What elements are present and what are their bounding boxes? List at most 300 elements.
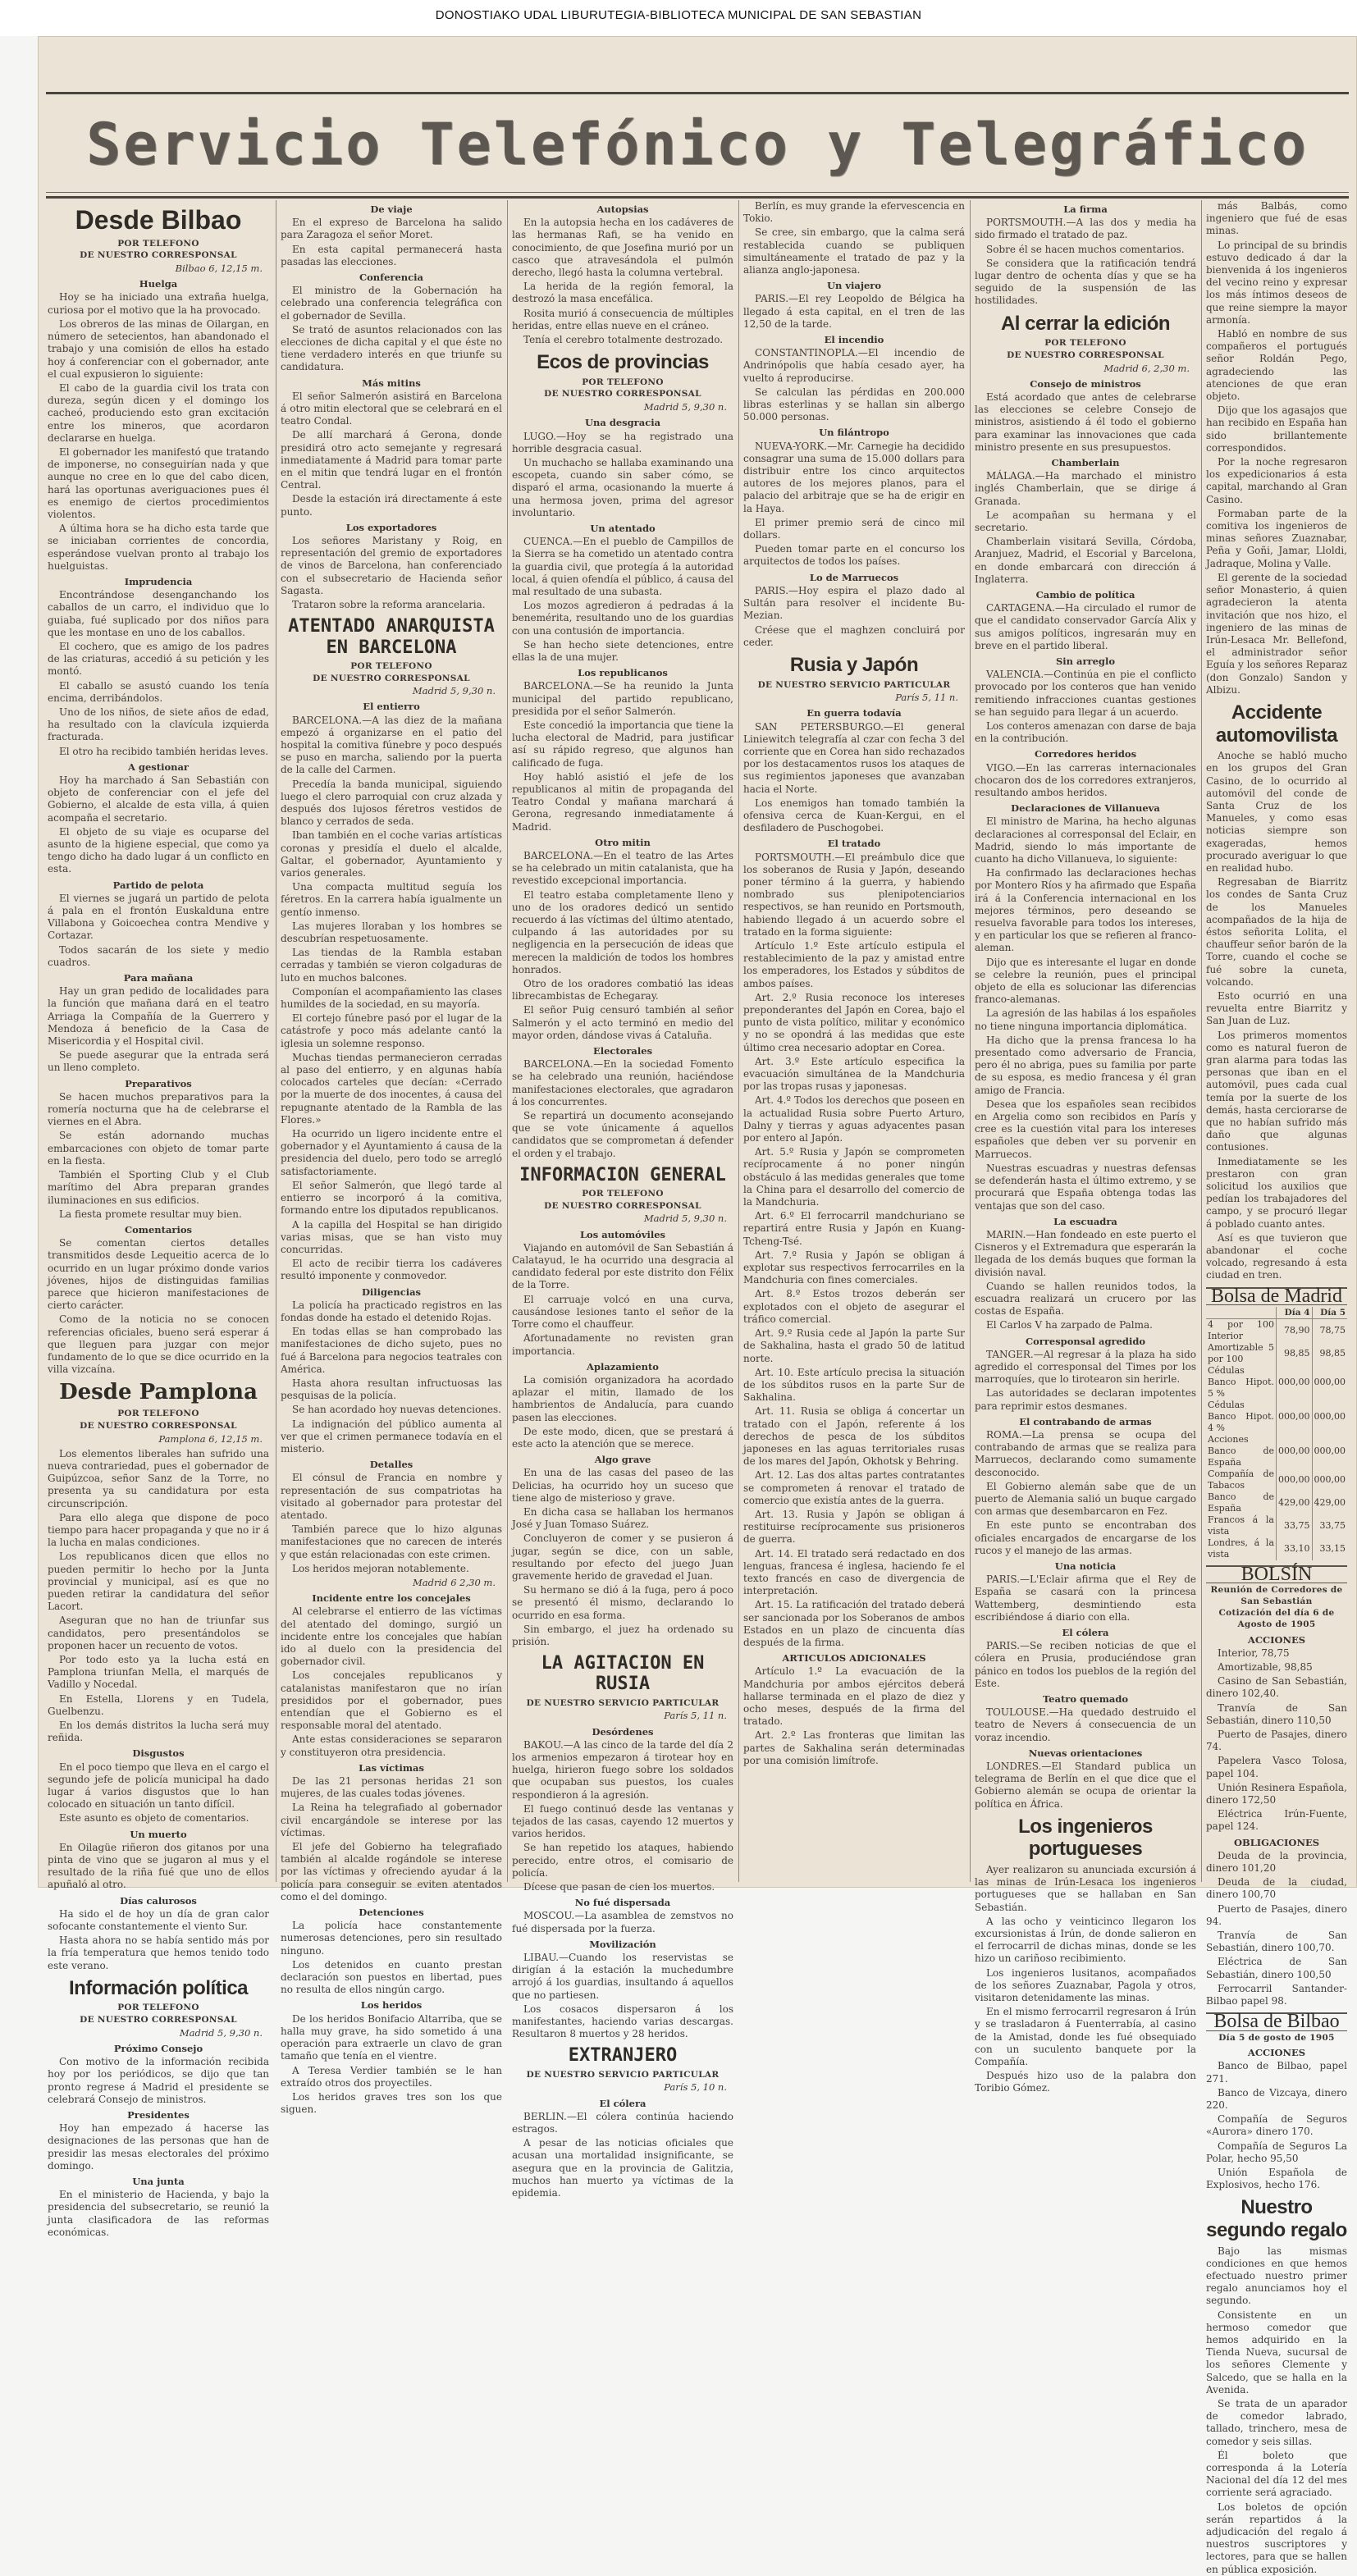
dateline: Madrid 5, 9,30 n.	[412, 685, 496, 697]
paragraph: Art. 12. Las dos altas partes contratantes se comprometen á renovar el tratado de comercio que existía antes de la guerra.	[743, 1469, 965, 1506]
paragraph: BERLIN.—El cólera continúa haciendo estragos.	[512, 2110, 733, 2135]
table-row	[1206, 1537, 1347, 1560]
paragraph: Los mozos agredieron á pedradas á la benemérita, resultando uno de los guardias con una contusión de importancia.	[512, 600, 733, 637]
paragraph: Ferrocarril Santander-Bilbao papel 98.	[1206, 1982, 1347, 2007]
subheading: Conferencia	[359, 272, 423, 284]
paragraph: Hoy han empezado á hacerse las designaciones de las personas que han de presidir las mesas electorales del próximo domingo.	[48, 2122, 269, 2172]
newspaper-page	[38, 36, 1357, 2575]
paragraph: Todos sacarán de los siete y medio cuadros.	[48, 943, 269, 968]
paragraph: LIBAU.—Cuando los reservistas se dirigían á la estación la muchedumbre arrojó á los guardias, insultando á aquellos que no partiesen.	[512, 1952, 733, 2001]
byline: POR TELEFONO	[350, 660, 432, 671]
table-cell: Francos á la vista	[1206, 1514, 1277, 1537]
subheading: Consejo de ministros	[1030, 377, 1141, 390]
paragraph: Los elementos liberales han sufrido una nueva contrariedad, pues el gobernador de Guipúzcoa, señor Sanz de la Torre, no presenta ya su candidatura por esta circunscripción.	[48, 1447, 269, 1510]
byline: DE NUESTRO CORRESPONSAL	[313, 673, 470, 683]
paragraph: TANGER.—Al regresar á la plaza ha sido agredido el corresponsal del Times por los marroquíes, que lo tirotearon sin herirle.	[975, 1348, 1196, 1386]
paragraph: Ante estas consideraciones se separaron y constituyeron otra presidencia.	[281, 1733, 502, 1758]
paragraph: Después hizo uso de la palabra don Toribio Gómez.	[975, 2070, 1196, 2094]
paragraph: Hasta ahora no se había sentido más por la fría temperatura que hemos tenido todo este verano.	[48, 1934, 269, 1971]
paragraph: Eléctrica de San Sebastián, dinero 100,50	[1206, 1956, 1347, 1980]
paragraph: En los demás distritos la lucha será muy reñida.	[48, 1719, 269, 1744]
paragraph: Le acompañan su hermana y el secretario.	[975, 509, 1196, 533]
table-cell: Cédulas Banco Hipot. 4 %	[1206, 1400, 1277, 1434]
subheading: Presidentes	[127, 2108, 190, 2121]
paragraph: Pueden tomar parte en el concurso los arquitectos de todos los países.	[743, 543, 965, 568]
section-headline: Rusia y Japón	[789, 653, 919, 676]
subheading: El entierro	[363, 701, 420, 713]
subheading: Desórdenes	[592, 1725, 654, 1738]
paragraph: En Estella, Llorens y en Tudela, Guelbenzu.	[48, 1692, 269, 1717]
subheading: Los automóviles	[579, 1228, 666, 1240]
paragraph: Se hacen muchos preparativos para la romería nocturna que ha de celebrarse el viernes en el Abra.	[48, 1090, 269, 1128]
paragraph: Papelera Vasco Tolosa, papel 104.	[1206, 1755, 1347, 1779]
paragraph: Los obreros de las minas de Oilargan, en número de setecientos, han abandonado el trabajo y una comisión de ellos ha estado hoy á conferenciar con el gobernador, ante el cual expusieron lo siguiente:	[48, 317, 269, 380]
table-cell: Cédulas Banco Hipot. 5 %	[1206, 1365, 1277, 1400]
paragraph: Los ingenieros lusitanos, acompañados de los señores Zuaznabar, Pagola y otros, visitaron detenidamente las minas.	[975, 1966, 1196, 2004]
paragraph: En el mismo ferrocarril regresaron á Irún y se trasladaron á Fuenterrabía, al casino de la Amistad, donde les fué obsequiado con un suculento banquete por la Compañía.	[975, 2006, 1196, 2068]
subheading: En guerra todavía	[806, 707, 902, 719]
subheading: Un atentado	[590, 522, 656, 534]
paragraph: Deuda de la ciudad, dinero 100,70	[1206, 1876, 1347, 1901]
paragraph: Se han repetido los ataques, habiendo perecido, entre otros, el comisario de policía.	[512, 1842, 733, 1879]
paragraph: Se repartirá un documento aconsejando que se vote únicamente á aquellos candidatos que se comprometan á defender el orden y el trabajo.	[512, 1110, 733, 1159]
byline: Día 5 de gosto de 1905	[1218, 2032, 1335, 2043]
paragraph: El señor Salmerón, que llegó tarde al entierro se incorporó á la comitiva, formando entre los diputados republicanos.	[281, 1179, 502, 1217]
subheading: Algo grave	[594, 1454, 651, 1466]
paragraph: El jefe del Gobierno ha telegrafiado también al alcalde rogándole se interese por las víctimas y ofreciendo ayudar á la policía para conseguir se eviten atentados como el del domingo.	[281, 1841, 502, 1902]
paragraph: Al celebrarse el entierro de las víctimas del atentado del domingo, surgió un incidente entre los concejales que habían ido al duelo con la presidencia del gobernador civil.	[281, 1605, 502, 1668]
paragraph: CONSTANTINOPLA.—El incendio de Andrinópolis que había cesado ayer, ha vuelto á reproducirse.	[743, 347, 965, 384]
column-3	[512, 200, 733, 2199]
dateline: Madrid 5, 9,30 n.	[643, 401, 727, 413]
paragraph: En una de las casas del paseo de las Delicias, ha ocurrido hoy un suceso que tiene algo de misterioso y grave.	[512, 1467, 733, 1504]
paragraph: Una compacta multitud seguía los féretros. En la carrera había igualmente un gentío inmenso.	[281, 881, 502, 918]
paragraph: Créese que el maghzen concluirá por ceder.	[743, 623, 965, 648]
paragraph: Precedía la banda municipal, siguiendo luego el clero parroquial con cruz alzada y después dos lujosos féretros vestidos de blanco y cerrados de seda.	[281, 778, 502, 828]
subheading: El cólera	[1062, 1627, 1109, 1638]
subheading: Chamberlain	[1051, 456, 1120, 468]
table-cell: 000,00	[1277, 1434, 1313, 1468]
paragraph: Puerto de Pasajes, dinero 94.	[1206, 1902, 1347, 1927]
paragraph: Art. 9.º Rusia cede al Japón la parte Sur de Sakhalina, hasta el grado 50 de latitud norte.	[743, 1327, 965, 1364]
subheading: Un viajero	[826, 280, 882, 292]
paragraph: Los enemigos han tomado también la ofensiva cerca de Kuan-Kergui, en el desfiladero de Puschogobei.	[743, 797, 965, 834]
paragraph: CUENCA.—En el pueblo de Campillos de la Sierra se ha cometido un atentado contra la guardia civil, que protegía á la autoridad local, á quien ofendía el público, á causa del mal resultado de una subasta.	[512, 536, 733, 597]
subheading: Sin arreglo	[1055, 655, 1115, 667]
paragraph: Tenía el cerebro totalmente destrozado.	[523, 334, 724, 346]
subheading: Las víctimas	[359, 1761, 424, 1774]
subheading: Más mitins	[362, 377, 421, 389]
dateline: Madrid 6 2,30 m.	[413, 1576, 496, 1588]
paragraph: Un muchacho se hallaba examinando una escopeta, cuando sin saber cómo, se disparó el arma, ocasionando la muerte á una hermosa joven, prima del agresor involuntario.	[512, 456, 733, 518]
paragraph: Las mujeres lloraban y los hombres se descubrían respetuosamente.	[281, 920, 502, 945]
subheading: Los republicanos	[578, 667, 668, 679]
column-divider	[1201, 200, 1202, 1882]
column-2	[281, 200, 502, 2116]
paragraph: Art. 2.º Las fronteras que limitan las partes de Sakhalina serán determinadas por una comisión limítrofe.	[743, 1729, 965, 1766]
byline: DE NUESTRO CORRESPONSAL	[1007, 349, 1164, 360]
paragraph: PARIS.—Se reciben noticias de que el cólera en Prusia, produciéndose gran pánico en todos los pueblos de la región del Este.	[975, 1640, 1196, 1689]
paragraph: BARCELONA.—A las diez de la mañana empezó á organizarse en el patio del hospital la comitiva fúnebre y poco después se puso en marcha, saliendo por la puerta de la calle del Carmen.	[281, 714, 502, 776]
paragraph: El Gobierno alemán sabe que de un puerto de Alemania salió un buque cargado con armas que desembarcaron en Fez.	[975, 1480, 1196, 1518]
paragraph: Los concejales republicanos y catalanistas manifestaron que no irían presididos por el gobernador, pues entendían que el Gobierno es el responsable moral del atentado.	[281, 1669, 502, 1732]
byline: POR TELEFONO	[582, 1189, 664, 1199]
paragraph: Puerto de Pasajes, dinero 74.	[1206, 1729, 1347, 1753]
paragraph: Art. 2.º Rusia reconoce los intereses preponderantes del Japón en Corea, bajo el punto de vista político, militar y económico y no se opondrá á las medidas que este último crea necesario adoptar en Corea.	[743, 991, 965, 1053]
column-5	[975, 200, 1196, 2094]
paragraph: A las ocho y veinticinco llegaron los excursionistas á Irún, de donde salieron en el ferrocarril de dichas minas, donde se les hizo un cariñoso recibimiento.	[975, 1915, 1196, 1965]
table-cell: 000,00	[1277, 1468, 1313, 1491]
paragraph: Sobre él se hacen muchos comentarios.	[986, 243, 1185, 255]
paragraph: El ministro de la Gobernación ha celebrado una conferencia telegráfica con el gobernador de Sevilla.	[281, 285, 502, 322]
paragraph: Cuando se hallen reunidos todos, la escuadra realizará un crucero por las costas de España.	[975, 1280, 1196, 1318]
table-cell: 98,85	[1319, 1347, 1346, 1359]
paragraph: PARIS.—L'Eclair afirma que el Rey de España se casará con la princesa Wattemberg, desmintiendo esta escribiéndose á diario con ella.	[975, 1573, 1196, 1623]
section-headline: Los ingenieros portugueses	[1018, 1815, 1153, 1861]
section-headline: EXTRANJERO	[568, 2045, 678, 2067]
paragraph: En este punto se encontraban dos oficiales encargados de encargarse de los rucos y el manejo de las armas.	[975, 1519, 1196, 1556]
paragraph: Se considera que la ratificación tendrá lugar dentro de ochenta días y que se ha seguido de la suspensión de las hostilidades.	[975, 257, 1196, 307]
paragraph: El gobernador les manifestó que tratando de imponerse, no conseguirían nada y que aunque no cree en lo que del cabo dicen, hará las oportunas averiguaciones pues él es enemigo de ciertos procedimientos violentos.	[48, 445, 269, 520]
paragraph: Muchas tiendas permanecieron cerradas al paso del entierro, y en algunas había colocados carteles que decían: «Cerrado por la muerte de dos inocentes, á causa del repugnante atentado de la Rambla de las Flores.»	[281, 1051, 502, 1126]
paragraph: Se cree, sin embargo, que la calma será restablecida cuando se publiquen simultáneamente el tratado de paz y la alianza anglo-japonesa.	[743, 226, 965, 276]
paragraph: Ha confirmado las declaraciones hechas por Montero Ríos y ha afirmado que España irá á la Conferencia internacional en los mejores términos, pero deseando se resuelva favorable para todos los intereses, y en particular los que se refieren al franco-aleman.	[975, 867, 1196, 954]
byline: DE NUESTRO CORRESPONSAL	[80, 250, 237, 261]
paragraph: La Reina ha telegrafiado al gobernador civil encargándole se interese por las víctimas.	[281, 1802, 502, 1838]
table-cell: 429,00	[1314, 1496, 1346, 1508]
dateline: Madrid 6, 2,30 m.	[1103, 362, 1190, 374]
paragraph: Unión Resinera Española, dinero 172,50	[1206, 1781, 1347, 1806]
subheading: Preparativos	[125, 1077, 192, 1089]
paragraph: Este concedió la importancia que tiene la lucha electoral de Madrid, para justificar así su rápido regreso, que algunos han calificado de fuga.	[512, 719, 733, 769]
paragraph: Rosita murió á consecuencia de múltiples heridas, entre ellas nueve en el cráneo.	[512, 307, 733, 331]
paragraph: El cabo de la guardia civil los trata con dureza, según dicen y el domingo los cacheó, produciendo esto gran excitación entre los mineros, que acordaron declararse en huelga.	[48, 381, 269, 444]
bolsa-madrid-table	[1206, 1307, 1347, 1560]
subheading: ARTICULOS ADICIONALES	[782, 1652, 926, 1665]
subheading: Declaraciones de Villanueva	[1011, 802, 1160, 815]
subheading: De viaje	[370, 203, 413, 215]
paragraph: De los heridos Bonifacio Altarriba, que se halla muy grave, ha sido sometido á una operación para extraerle un clavo de gran tamaño que tenía en el vientre.	[281, 2012, 502, 2062]
subheading: Un filántropo	[819, 427, 889, 439]
paragraph: Deuda de la provincia, dinero 101,20	[1206, 1849, 1347, 1875]
paragraph: SAN PETERSBURGO.—El general Liniewitch telegrafía al czar con fecha 3 del corriente que en Corea han sido rechazados por los destacamentos rusos los ataques de sus regimientos japoneses que avanzaban hacia el Norte.	[743, 720, 965, 795]
paragraph: El carruaje volcó en una curva, causándose lesiones tanto el señor de la Torre como el chauffeur.	[512, 1293, 733, 1331]
paragraph: A última hora se ha dicho esta tarde que se iniciaban corrientes de concordia, esperándose vuelvan pronto al trabajo los huelguistas.	[48, 523, 269, 572]
paragraph: En la autopsia hecha en los cadáveres de las hermanas Rafi, se ha venido en conocimiento, de que Josefina murió por un casco que atravesándola el pulmón derecho, llegó hasta la columna vertebral.	[512, 217, 733, 279]
paragraph: Bajo las mismas condiciones en que hemos efectuado nuestro primer regalo anunciamos hoy el segundo.	[1206, 2245, 1347, 2307]
market-headline: BOLSÍN	[1206, 1565, 1347, 1583]
paragraph: Art. 6.º El ferrocarril mandchuriano se repartirá entre Rusia y Japón en Kuang-Tcheng-Tsé.	[743, 1210, 965, 1247]
paragraph: Los señores Maristany y Roig, en representación del gremio de exportadores de vinos de Barcelona, han conferenciado con el subsecretario de Hacienda señor Sagasta.	[281, 535, 502, 596]
paragraph: BARCELONA.—En el teatro de las Artes se ha celebrado un mitin catalanista, que ha revestido excepcional importancia.	[512, 850, 733, 887]
market-headline: Bolsa de Bilbao	[1206, 2012, 1347, 2030]
paragraph: Está acordado que antes de celebrarse las elecciones se celebre Consejo de ministros, asistiendo á él todo el gobierno para examinar las innovaciones que cada ministro presente en sus presupuestos.	[975, 391, 1196, 453]
subheading: Incidente entre los concejales	[312, 1592, 471, 1605]
byline: DE NUESTRO CORRESPONSAL	[544, 1200, 701, 1211]
paragraph: La herida de la región femoral, la destrozó la masa encefálica.	[512, 281, 733, 305]
paragraph: Como de la noticia no se conocen referencias oficiales, bueno será esperar á que lleguen para juzgar con mejor fundamento de lo que se dice ocurrido en la villa vizcaína.	[48, 1313, 269, 1376]
paragraph: Ha dicho que la prensa francesa lo ha presentado como adversario de Francia, pero él no abriga, pues su familia por parte de su esposa, es medio francesa y él gran amigo de Francia.	[975, 1034, 1196, 1096]
subheading: Días calurosos	[120, 1894, 197, 1907]
paragraph: Artículo 1.º La evacuación de la Mandchuria por ambos ejércitos deberá hallarse terminada en el plazo de diez y ocho meses, después de la firma del tratado.	[743, 1665, 965, 1728]
paragraph: Así es que tuvieron que abandonar el coche volcado, regresando á esta ciudad en tren.	[1206, 1231, 1347, 1281]
byline: POR TELEFONO	[117, 1409, 199, 1419]
paragraph: La comisión organizadora ha acordado aplazar el mitin, llamado de los hambrientos de Andalucía, para cuando pasen las elecciones.	[512, 1373, 733, 1423]
table-cell: Amortizable 5 por 100	[1206, 1342, 1277, 1365]
subheading: A gestionar	[128, 760, 189, 773]
subheading: Corredores heridos	[1034, 748, 1137, 760]
paragraph: En dicha casa se hallaban los hermanos José y Juan Tomaso Suárez.	[512, 1505, 733, 1531]
paragraph: Casino de San Sebastián, dinero 102,40.	[1206, 1675, 1347, 1700]
table-cell: 000,00	[1277, 1365, 1313, 1400]
paragraph: En esta capital permanecerá hasta pasadas las elecciones.	[281, 243, 502, 267]
subheading: Huelga	[139, 278, 178, 290]
section-headline: Desde Pamplona	[59, 1380, 258, 1405]
paragraph: Ha sido el de hoy un día de gran calor sofocante constantemente el viento Sur.	[48, 1907, 269, 1933]
paragraph: El cochero, que es amigo de los padres de las criaturas, accedió á su petición y les montó.	[48, 640, 269, 678]
table-header: Día 5	[1312, 1307, 1347, 1319]
paragraph: TOULOUSE.—Ha quedado destruido el teatro de Nevers á consecuencia de un voraz incendio.	[975, 1706, 1196, 1743]
paragraph: Las autoridades se declaran impotentes para reprimir estos desmanes.	[975, 1387, 1196, 1412]
column-divider	[507, 200, 508, 1882]
table-cell: 000,00	[1314, 1445, 1346, 1456]
subheading: Cambio de política	[1035, 588, 1135, 601]
subheading: Autopsias	[596, 203, 649, 215]
byline: DE NUESTRO SERVICIO PARTICULAR	[526, 1697, 720, 1708]
paragraph: Los primeros momentos como es natural fueron de gran alarma para todas las personas que iban en el automóvil, pues cada cual temía por la suerte de los demás, hasta cerciorarse de que no habían sufrido más daño que algunas contusiones.	[1206, 1029, 1347, 1153]
paragraph: La fiesta promete resultar muy bien.	[59, 1208, 242, 1220]
dateline: París 5, 11 n.	[664, 1710, 727, 1722]
table-cell: 000,00	[1314, 1473, 1346, 1485]
table-row	[1206, 1514, 1347, 1537]
subheading: Aplazamiento	[587, 1360, 659, 1372]
paragraph: Tranvía de San Sebastián, dinero 100,70.	[1206, 1930, 1347, 1954]
subheading: Un muerto	[130, 1828, 187, 1840]
dateline: Madrid 5, 9,30 n.	[643, 1213, 727, 1225]
paragraph: Art. 8.º Estos trozos deberán ser explotados con el objeto de asegurar el tráfico comercial.	[743, 1288, 965, 1325]
paragraph: PARIS.—El rey Leopoldo de Bélgica ha llegado á esta capital, en el tren de las 12,50 de la tarde.	[743, 293, 965, 330]
byline: Cotización del día 6 de Agosto de 1905	[1218, 1608, 1335, 1629]
dateline: París 5, 11 n.	[895, 692, 958, 704]
paragraph: Compañía de Seguros «Aurora» dinero 170.	[1206, 2113, 1347, 2138]
subheading: ACCIONES	[1247, 2047, 1306, 2059]
banner-bottom-rule	[46, 192, 1349, 193]
paragraph: Se trata de un aparador de comedor labrado, tallado, trinchero, mesa de comedor y seis sillas.	[1206, 2398, 1347, 2447]
paragraph: Se han acordado hoy nuevas detenciones.	[292, 1404, 501, 1416]
paragraph: Se comentan ciertos detalles transmitidos desde Lequeitio acerca de lo ocurrido en un lugar próximo donde varios jóvenes, hijos de distinguidas familias parece que hicieron manifestaciones de cierto carácter.	[48, 1237, 269, 1312]
paragraph: El señor Puig censuró también al señor Salmerón y el acto terminó en medio del mayor orden, dándose vivas á Cataluña.	[512, 1004, 733, 1041]
paragraph: Hoy ha marchado á San Sebastián con objeto de conferenciar con el jefe del Gobierno, el alcalde de esta villa, á quien acompaña el secretario.	[48, 774, 269, 824]
paragraph: El ministro de Marina, ha hecho algunas declaraciones al corresponsal del Eclair, en Madrid, siendo lo más importante de cuanto ha dicho Villanueva, lo siguiente:	[975, 815, 1196, 866]
byline: POR TELEFONO	[582, 377, 664, 387]
table-cell: 429,00	[1277, 1491, 1313, 1514]
paragraph: ROMA.—La prensa se ocupa del contrabando de armas que se realiza para Marruecos, declarando como sumamente desconocido.	[975, 1428, 1196, 1478]
paragraph: Desea que los españoles sean recibidos en Argelia como son recibidos en París y cree es la cuestión vital para los intereses españoles que deben ver su porvenir en Marruecos.	[975, 1098, 1196, 1160]
newspaper-banner: Servicio Telefónico y Telegráfico	[86, 111, 1309, 178]
subheading: Próximo Consejo	[113, 2042, 203, 2054]
dateline: Bilbao 6, 12,15 m.	[175, 263, 263, 275]
paragraph: El cónsul de Francia en nombre y representación de sus compatriotas ha visitado al gobernador para protestar del atentado.	[281, 1472, 502, 1521]
table-cell: 33,10	[1277, 1537, 1313, 1560]
paragraph: Art. 11. Rusia se obliga á concertar un tratado con el Japón, referente á los derechos de pesca de los súbditos japoneses en las aguas territoriales rusas de los mares del Japón, Okhotsk y Behring.	[743, 1405, 965, 1468]
table-cell: Acciones Banco de España	[1206, 1434, 1277, 1468]
paragraph: A Teresa Verdier también se le han extraído otros dos proyectiles.	[281, 2064, 502, 2089]
paragraph: Hasta ahora resultan infructuosas las pesquisas de la policía.	[281, 1377, 502, 1402]
paragraph: Viajando en automóvil de San Sebastián á Calatayud, le ha ocurrido una desgracia al candidato federal por este distrito don Félix de la Torre.	[512, 1241, 733, 1291]
subheading: Una junta	[132, 2175, 185, 2187]
paragraph: También el Sporting Club y el Club marítimo del Abra preparan grandes iluminaciones en sus edificios.	[48, 1169, 269, 1206]
subheading: Comentarios	[124, 1223, 192, 1235]
subheading: Lo de Marruecos	[809, 571, 899, 583]
paragraph: El otro ha recibido también heridas leves.	[59, 745, 269, 757]
paragraph: Compañía de Seguros La Polar, hecho 95,50	[1206, 2140, 1347, 2164]
paragraph: El gerente de la sociedad señor Monasterio, á quien agradecieron la atenta invitación que nos hizo, el ingeniero de las minas de Irún-Lesaca Mr. Bellefond, el administrador señor Eguía y los señores Reparaz (don Gonzalo) Sandon y Albizu.	[1206, 571, 1347, 696]
subheading: Detalles	[369, 1459, 413, 1471]
paragraph: Se han hecho siete detenciones, entre ellas la de una mujer.	[512, 638, 733, 663]
subheading: El tratado	[827, 838, 881, 850]
paragraph: BARCELONA.—Se ha reunido la Junta municipal del partido republicano, presidida por el señor Salmerón.	[512, 680, 733, 717]
paragraph: Por todo esto ya la lucha está en Pamplona triunfan Mella, el marqués de Vadillo y Nocedal.	[48, 1653, 269, 1691]
section-headline: LA AGITACION EN RUSIA	[541, 1653, 705, 1695]
byline: POR TELEFONO	[117, 2003, 199, 2013]
paragraph: Amortizable, 98,85	[1218, 1661, 1313, 1674]
paragraph: El teatro estaba completamente lleno y uno de los oradores dedicó un sentido recuerdo á las víctimas del último atentado, culpando á las autoridades por su negligencia en la persecución de ideas que merecen la maldición de todos los hombres honrados.	[512, 888, 733, 975]
paragraph: La indignación del público aumenta al ver que el crimen permanece todavía en el misterio.	[281, 1418, 502, 1455]
table-cell: Banco de España	[1206, 1491, 1277, 1514]
paragraph: LONDRES.—El Standard publica un telegrama de Berlín en el que dice que el Gobierno alemán se ocupa de orientar la política en África.	[975, 1761, 1196, 1810]
section-headline: Accidente automovilista	[1215, 701, 1338, 747]
paragraph: Él boleto que corresponda á la Lotería Nacional del día 12 del mes corriente será agraciado.	[1206, 2449, 1347, 2499]
paragraph: Habló en nombre de sus compañeros el portugués señor Roldán Pego, agradeciendo las atenciones de que eran objeto.	[1206, 328, 1347, 403]
byline: DE NUESTRO CORRESPONSAL	[80, 2015, 237, 2026]
subheading: Detenciones	[359, 1907, 424, 1919]
subheading: Los exportadores	[345, 521, 437, 533]
paragraph: Art. 4.º Todos los derechos que poseen en la actualidad Rusia sobre Puerto Arturo, Dalny y tierras y aguas adyacentes pasan por entero al Japón.	[743, 1094, 965, 1144]
paragraph: Art. 14. El tratado será redactado en dos lenguas, francesa é inglesa, haciendo fe el texto francés en caso de divergencia de interpretación.	[743, 1547, 965, 1597]
paragraph: Interior, 78,75	[1218, 1647, 1290, 1659]
subheading: No fué dispersada	[574, 1897, 671, 1909]
subheading: Una noticia	[1054, 1560, 1117, 1572]
paragraph: Se calculan las pérdidas en 200.000 libras esterlinas y se hallan sin albergo 50.000 personas.	[743, 386, 965, 423]
paragraph: Dijo que los agasajos que han recibido en España han sido brillantemente correspondidos.	[1206, 404, 1347, 454]
paragraph: Art. 7.º Rusia y Japón se obligan á explotar sus respectivos ferrocarriles en la Mandchuria con fines comerciales.	[743, 1249, 965, 1286]
paragraph: El fuego continuó desde las ventanas y tejados de las casas, cayendo 12 muertos y varios heridos.	[512, 1802, 733, 1840]
subheading: ACCIONES	[1247, 1633, 1306, 1646]
table-row	[1206, 1365, 1347, 1400]
table-cell: 4 por 100 Interior	[1206, 1318, 1277, 1342]
table-header: Día 4	[1277, 1307, 1313, 1319]
paragraph: El Carlos V ha zarpado de Palma.	[986, 1319, 1153, 1331]
paragraph: El caballo se asustó cuando los tenía encima, derribándolos.	[48, 679, 269, 704]
table-row	[1206, 1400, 1347, 1434]
paragraph: También parece que lo hizo algunas manifestaciones que no carecen de interés y que están relacionadas con este crimen.	[281, 1523, 502, 1560]
paragraph: Art. 15. La ratificación del tratado deberá ser sancionada por los Soberanos de ambos Estados en un plazo de cincuenta días después de la firma.	[743, 1599, 965, 1648]
paragraph: Los detenidos en cuanto prestan declaración son puestos en libertad, pues no resulta de ellos ningún cargo.	[281, 1958, 502, 1996]
byline: DE NUESTRO SERVICIO PARTICULAR	[526, 2069, 720, 2080]
paragraph: Anoche se habló mucho en los grupos del Gran Casino, de lo ocurrido al automóvil del conde de Santa Cruz de los Manueles, y como esas noticias siempre son exageradas, hemos procurado averiguar lo que en realidad hubo.	[1206, 750, 1347, 874]
section-headline: ATENTADO ANARQUISTA EN BARCELONA	[288, 616, 495, 658]
column-1	[48, 200, 269, 2238]
paragraph: En todas ellas se han comprobado las manifestaciones de dicho sujeto, pues no fué á Barcelona para negocios teatrales con América.	[281, 1326, 502, 1375]
paragraph: Aseguran que no han de triunfar sus candidatos, pero presentándolos se proponen hacer un recuento de votos.	[48, 1615, 269, 1651]
subheading: Electorales	[592, 1045, 653, 1057]
table-row	[1206, 1468, 1347, 1491]
dateline: Pamplona 6, 12,15 m.	[158, 1432, 263, 1445]
table-cell: 000,00	[1314, 1376, 1346, 1387]
paragraph: Se están adornando muchas embarcaciones con objeto de tomar parte en la fiesta.	[48, 1130, 269, 1167]
paragraph: Se puede asegurar que la entrada será un lleno completo.	[48, 1049, 269, 1074]
paragraph: Nuestras escuadras y nuestras defensas se defenderán hasta el último extremo, y se procurará que España obtenga todas las ventajas que son del caso.	[975, 1162, 1196, 1212]
subheading: Para mañana	[123, 972, 194, 984]
paragraph: Trataron sobre la reforma arancelaria.	[292, 599, 486, 611]
subheading: Los heridos	[360, 1999, 423, 2012]
table-cell: 78,75	[1319, 1324, 1346, 1336]
paragraph: Tranvía de San Sebastián, dinero 110,50	[1206, 1701, 1347, 1726]
paragraph: El cortejo fúnebre pasó por el lugar de la catástrofe y poco más adelante cantó la iglesia un solemne responso.	[281, 1012, 502, 1049]
paragraph: Formaban parte de la comitiva los ingenieros de minas señores Zuaznabar, Peña y Goñi, Jamar, Lloldi, Jadraque, Molina y Valle.	[1206, 507, 1347, 569]
paragraph: VALENCIA.—Continúa en pie el conflicto provocado por los conteros que han venido remitiendo infracciones cuantas gestiones se han seguido para llegar á un acuerdo.	[975, 669, 1196, 718]
byline: DE NUESTRO CORRESPONSAL	[544, 389, 701, 400]
subheading: Movilización	[589, 1938, 656, 1950]
paragraph: Concluyeron de comer y se pusieron á jugar, según se dice, con un sable, resultando por efecto del juego Juan gravemente herido de gravedad el Juan.	[512, 1532, 733, 1582]
paragraph: Las tiendas de la Rambla estaban cerradas y también se vieron colgaduras de luto en muchos balcones.	[281, 947, 502, 984]
paragraph: VIGO.—En las carreras internacionales chocaron dos de los corredores extranjeros, resultando ambos heridos.	[975, 761, 1196, 798]
table-cell: Londres, á la vista	[1206, 1537, 1277, 1560]
paragraph: Los republicanos dicen que ellos no pueden permitir lo hecho por la Junta provincial y municipal, así es que no pueden retirar la candidatura del señor Lacort.	[48, 1551, 269, 1613]
subheading: La firma	[1063, 203, 1108, 215]
byline: DE NUESTRO CORRESPONSAL	[80, 1420, 237, 1431]
paragraph: Afortunadamente no revisten gran importancia.	[512, 1332, 733, 1357]
banner-top-rule	[46, 92, 1349, 94]
subheading: Imprudencia	[124, 575, 193, 587]
section-headline: Ecos de provincias	[537, 351, 709, 374]
paragraph: Regresaban de Biarritz los condes de Santa Cruz de los Manueles acompañados de la hija de éstos señorita Lolita, el chauffeur señor barón de la Torre, cuando el coche se fué sobre la cuneta, volcando.	[1206, 876, 1347, 988]
table-cell: 33,75	[1319, 1519, 1346, 1531]
subheading: El contrabando de armas	[1019, 1415, 1152, 1427]
paragraph: Iban también en el coche varias artísticas coronas y presidía el duelo el alcalde, Galtar, el gobernador, Ayuntamiento y varios generales.	[281, 829, 502, 879]
market-headline: Bolsa de Madrid	[1206, 1287, 1347, 1305]
paragraph: Otro de los oradores combatió las ideas librecambistas de Echegaray.	[512, 978, 733, 1003]
paragraph: Dijo que es interesante el lugar en donde se celebre la reunión, pues el principal objeto de ella es solucionar las diferencias franco-alemanas.	[975, 956, 1196, 1006]
column-divider	[970, 200, 971, 1882]
paragraph: En el poco tiempo que lleva en el cargo el segundo jefe de policía municipal ha dado lugar á varios disgustos que lo han colocado en situación un tanto difícil.	[48, 1761, 269, 1811]
paragraph: Inmediatamente se les prestaron con gran solicitud los auxilios que pedían los trabajadores del campo, y se procuró llegar á poblado cuanto antes.	[1206, 1155, 1347, 1230]
paragraph: Sin embargo, el juez ha ordenado su prisión.	[512, 1623, 733, 1647]
byline: Reunión de Corredores de San Sebastián	[1210, 1585, 1343, 1606]
paragraph: La policía hace constantemente numerosas detenciones, pero sin resultado ninguno.	[281, 1920, 502, 1957]
paragraph: Art. 13. Rusia y Japón se obligan á restituirse recíprocamente sus prisioneros de guerra.	[743, 1508, 965, 1546]
paragraph: Ayer realizaron su anunciada excursión á las minas de Irún-Lesaca los ingenieros portugueses que se hallaban en San Sebastián.	[975, 1864, 1196, 1913]
paragraph: CARTAGENA.—Ha circulado el rumor de que el candidato conservador García Alix y sus amigos políticos, ingresarán muy en breve en el partido liberal.	[975, 602, 1196, 651]
table-row	[1206, 1318, 1347, 1342]
column-divider	[738, 200, 739, 1882]
paragraph: Encontrándose desenganchando los caballos de un carro, el individuo que lo guiaba, fué suplicado por dos niños para que les montase en uno de los caballos.	[48, 589, 269, 638]
paragraph: PORTSMOUTH.—El preámbulo dice que los soberanos de Rusia y Japón, deseando poner término á la guerra, y habiendo nombrado sus plenipotenciarios respectivos, se han reunido en Portsmouth, habiendo llegado á un acuerdo sobre el tratado en la forma siguiente:	[743, 851, 965, 938]
table-cell: 000,00	[1277, 1400, 1313, 1434]
byline: POR TELEFONO	[1044, 338, 1126, 349]
paragraph: Los boletos de opción serán repartidos á la adjudicación del regalo á nuestros suscriptores y lectores, para que se hallen en pública exposición.	[1206, 2501, 1347, 2575]
paragraph: LUGO.—Hoy se ha registrado una horrible desgracia casual.	[512, 430, 733, 454]
subheading: La escuadra	[1053, 1215, 1117, 1227]
table-row	[1206, 1434, 1347, 1468]
paragraph: Banco de Bilbao, papel 271.	[1206, 2060, 1347, 2085]
paragraph: Esto ocurrió en una revuelta entre Biarritz y San Juan de Luz.	[1206, 989, 1347, 1027]
paragraph: A la capilla del Hospital se han dirigido varias misas, que se han visto muy concurridas.	[281, 1218, 502, 1255]
paragraph: Hay un gran pedido de localidades para la función que mañana dará en el teatro Arriaga la Compañía de la Guerrero y Mendoza á beneficio de la Casa de Misericordia y el Hospital civil.	[48, 985, 269, 1048]
table-header	[1206, 1307, 1277, 1319]
paragraph: Los heridos mejoran notablemente.	[292, 1562, 469, 1574]
section-headline: Información política	[68, 1976, 249, 1999]
